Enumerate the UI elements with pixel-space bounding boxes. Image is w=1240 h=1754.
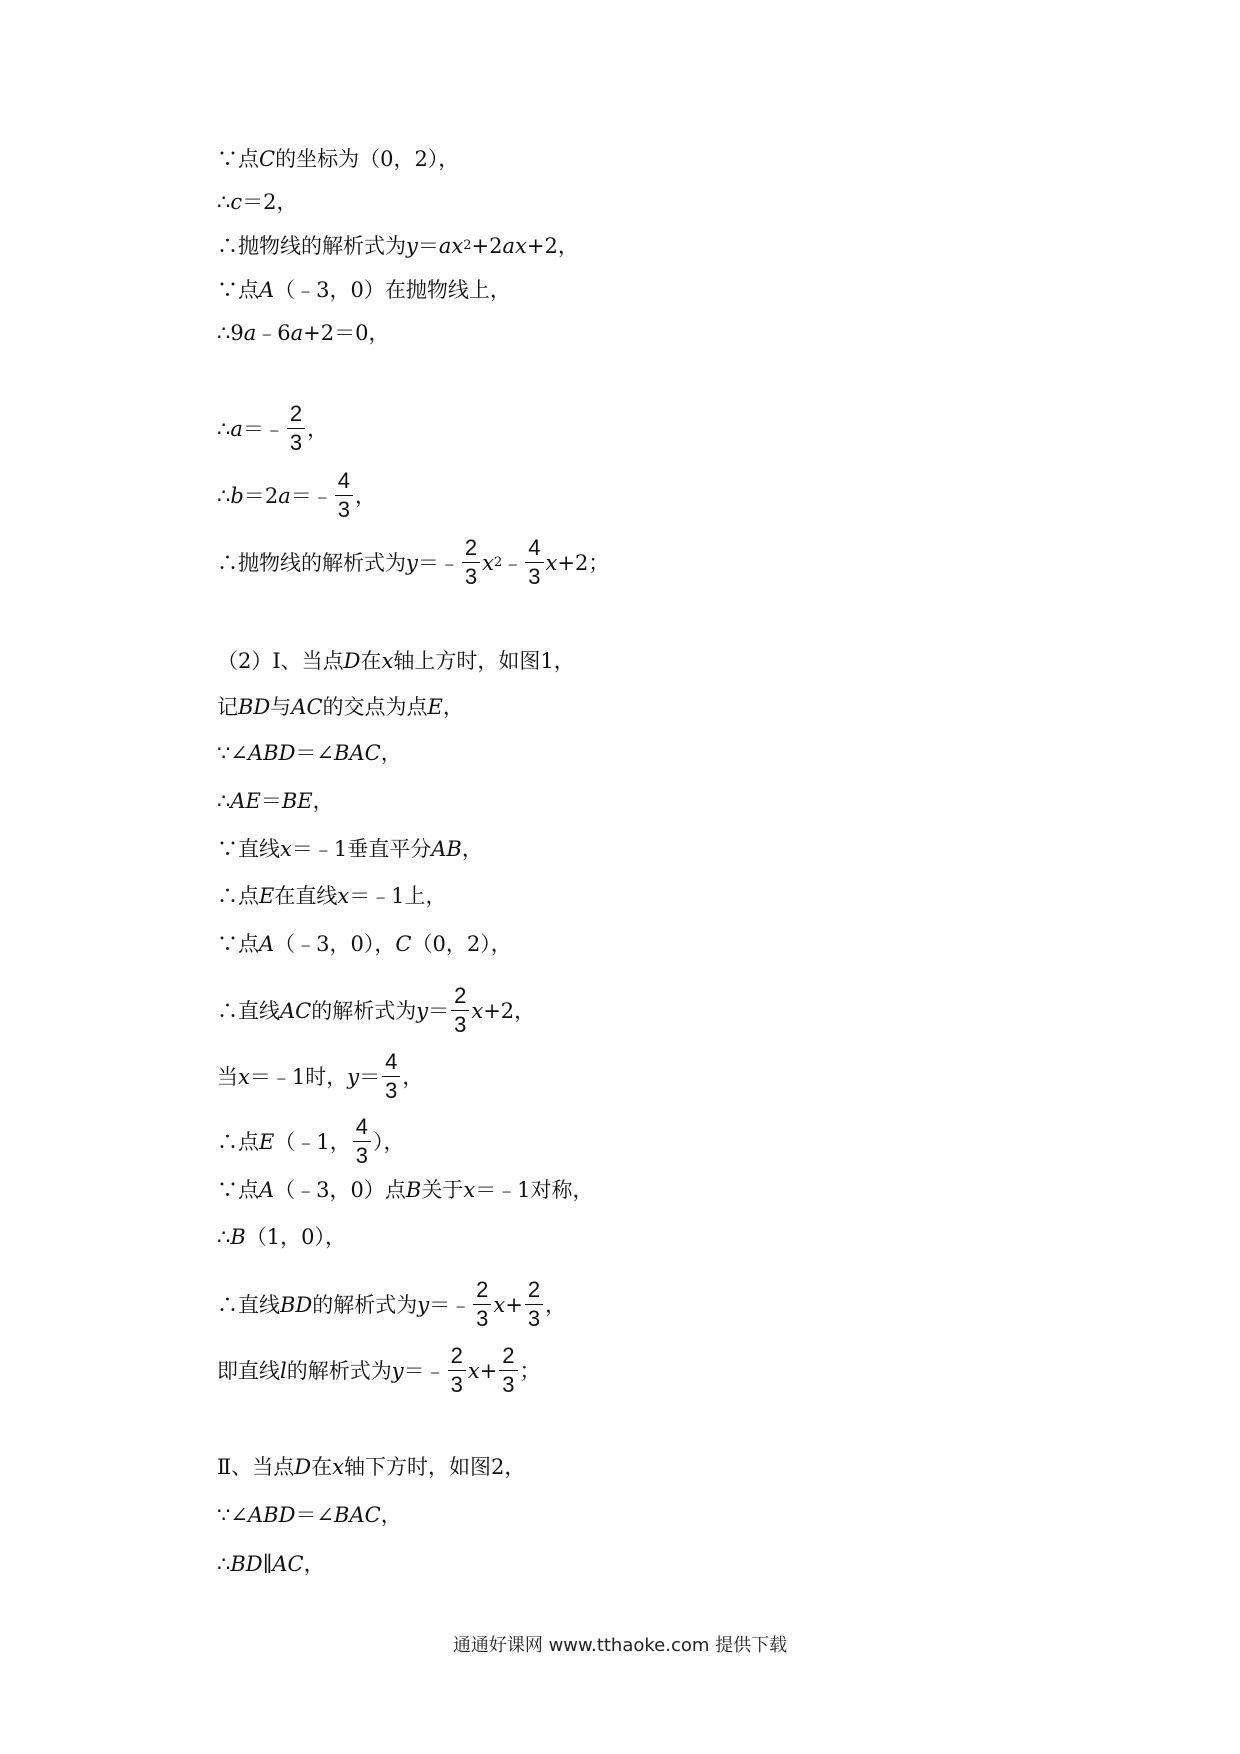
- solution-line-20: [217, 1222, 346, 1252]
- text: +: [479, 1358, 498, 1383]
- text: （1，0），: [245, 1225, 347, 1249]
- denominator: 3: [476, 1306, 489, 1331]
- text: ∵点: [217, 1178, 259, 1202]
- numerator: 2: [451, 984, 469, 1011]
- text: ，: [354, 483, 376, 508]
- text: ＝2: [243, 483, 279, 508]
- denominator: 3: [385, 1078, 398, 1103]
- math-var: b: [230, 483, 244, 508]
- solution-line-10: [217, 692, 464, 722]
- text: ＝﹣: [429, 1292, 472, 1317]
- text: 与: [270, 695, 292, 719]
- text: ＝: [428, 998, 450, 1023]
- math-var: x: [463, 1178, 476, 1202]
- math-var: A: [259, 1178, 275, 1202]
- math-var: x: [467, 1358, 480, 1383]
- text: ＝: [417, 234, 439, 258]
- solution-line-19: [217, 1175, 594, 1205]
- denominator: 3: [502, 1372, 515, 1397]
- fraction: [382, 1050, 400, 1103]
- math-var: D: [294, 1455, 312, 1479]
- text: 当: [217, 1064, 238, 1089]
- denominator: 3: [337, 497, 350, 522]
- math-var: a: [290, 321, 304, 345]
- solution-line-25: [217, 1549, 325, 1579]
- text: ∴: [217, 483, 231, 508]
- math-var: E: [259, 1129, 275, 1154]
- text: ∵直线: [217, 837, 280, 861]
- fraction: [525, 536, 543, 589]
- fraction: [499, 1344, 517, 1397]
- denominator: 3: [450, 1372, 463, 1397]
- text: 在: [360, 649, 382, 673]
- fraction: [335, 469, 353, 522]
- text: ∵点: [217, 932, 259, 956]
- math-var: BAC: [334, 741, 381, 765]
- math-var: c: [230, 190, 243, 214]
- solution-line-7: [217, 469, 376, 522]
- solution-line-13: [217, 834, 483, 864]
- math-var: x: [482, 550, 494, 575]
- math-var: C: [395, 932, 412, 956]
- text: ∵∠: [217, 1503, 248, 1527]
- numerator: 2: [499, 1344, 517, 1371]
- text: ＝∠: [295, 741, 335, 765]
- math-var: BD: [280, 1292, 313, 1317]
- text: ＝﹣: [403, 1358, 446, 1383]
- math-var: y: [416, 998, 429, 1023]
- math-var: y: [347, 1064, 360, 1089]
- text: ∴: [217, 190, 231, 214]
- text: ，: [545, 1292, 567, 1317]
- math-var: C: [259, 147, 276, 171]
- text: ，: [303, 1552, 325, 1576]
- text: ，: [461, 837, 483, 861]
- denominator: 3: [528, 564, 541, 589]
- math-var: y: [406, 550, 418, 575]
- text: ∥: [262, 1552, 273, 1576]
- text: ＝∠: [295, 1503, 335, 1527]
- math-var: AC: [280, 998, 312, 1023]
- text: +2: [471, 234, 503, 258]
- math-var: y: [391, 1358, 404, 1383]
- text: ），: [372, 1129, 405, 1154]
- text: （0，2），: [411, 932, 512, 956]
- text: ∴点: [217, 884, 259, 908]
- denominator: 3: [454, 1012, 467, 1037]
- text: （2）Ⅰ、当点: [217, 649, 344, 673]
- text: ；: [519, 1358, 541, 1383]
- math-var: x: [280, 837, 292, 861]
- math-var: l: [280, 1358, 287, 1383]
- numerator: 4: [525, 536, 543, 563]
- math-var: E: [427, 695, 443, 719]
- text: ﹣: [502, 550, 524, 575]
- solution-line-1: [217, 144, 459, 174]
- math-var: AB: [431, 837, 462, 861]
- solution-line-24: [217, 1500, 402, 1530]
- text: ∴: [217, 1552, 231, 1576]
- text: +2；: [557, 550, 610, 575]
- text: ＝﹣1上，: [349, 884, 447, 908]
- text: ，: [380, 1503, 402, 1527]
- numerator: 2: [462, 536, 480, 563]
- text: ＝: [359, 1064, 381, 1089]
- text: （﹣1，: [274, 1129, 351, 1154]
- text: 的交点为点: [322, 695, 428, 719]
- math-var: y: [417, 1292, 430, 1317]
- solution-line-22: [217, 1344, 541, 1397]
- math-var: x: [493, 1292, 506, 1317]
- text: ＝﹣: [290, 483, 333, 508]
- math-var: a: [230, 416, 243, 441]
- math-var: ABD: [247, 741, 296, 765]
- solution-line-5: [217, 318, 390, 348]
- text: ＝﹣1对称，: [475, 1178, 594, 1202]
- numerator: 2: [448, 1344, 466, 1371]
- solution-line-21: [217, 1278, 566, 1331]
- text: 在: [311, 1455, 333, 1479]
- numerator: 4: [353, 1115, 371, 1142]
- math-var: BD: [238, 695, 271, 719]
- text: ，: [402, 1064, 424, 1089]
- text: ∴9: [217, 321, 244, 345]
- numerator: 2: [287, 402, 305, 429]
- math-var: a: [278, 483, 291, 508]
- fraction: [287, 402, 305, 455]
- text: ∴: [217, 416, 231, 441]
- solution-line-14: [217, 881, 447, 911]
- solution-line-16: [217, 984, 535, 1037]
- text: ∴: [217, 789, 231, 813]
- solution-line-15: [217, 929, 512, 959]
- text: 记: [217, 695, 238, 719]
- text: 即直线: [217, 1358, 280, 1383]
- text: 的解析式为: [311, 998, 417, 1023]
- text: ﹣6: [256, 321, 291, 345]
- text: +2，: [526, 234, 579, 258]
- math-var: ABD: [247, 1503, 296, 1527]
- fraction: [448, 1344, 466, 1397]
- math-var: x: [332, 1455, 344, 1479]
- text: （﹣3，0）点: [274, 1178, 406, 1202]
- solution-line-2: [217, 187, 298, 217]
- text: ∴直线: [217, 998, 280, 1023]
- text: （﹣3，0）在抛物线上，: [274, 278, 511, 302]
- text: 关于: [421, 1178, 464, 1202]
- math-var: AE: [230, 789, 261, 813]
- math-var: ax: [438, 234, 464, 258]
- text: ∴: [217, 1225, 231, 1249]
- solution-line-4: [217, 275, 511, 305]
- text: Ⅱ、当点: [217, 1455, 295, 1479]
- math-var: x: [471, 998, 484, 1023]
- math-var: y: [406, 234, 418, 258]
- math-var: E: [259, 884, 275, 908]
- text: +: [505, 1292, 523, 1317]
- text: ∴抛物线的解析式为: [217, 234, 406, 258]
- text: 轴上方时，如图1，: [393, 649, 575, 673]
- text: ＝2，: [242, 190, 298, 214]
- math-var: x: [238, 1064, 250, 1089]
- text: ∴直线: [217, 1292, 280, 1317]
- text: ，: [307, 416, 329, 441]
- solution-line-12: [217, 786, 334, 816]
- numerator: 2: [525, 1278, 543, 1305]
- solution-line-23: [217, 1452, 525, 1482]
- denominator: 3: [464, 564, 478, 589]
- text: ＝﹣: [417, 550, 460, 575]
- math-var: x: [337, 884, 350, 908]
- text: 的解析式为: [312, 1292, 418, 1317]
- numerator: 2: [473, 1278, 491, 1305]
- solution-line-11: [217, 738, 402, 768]
- math-var: B: [230, 1225, 246, 1249]
- fraction: [462, 536, 480, 589]
- solution-line-8: ∴抛物线的解析式为 y ＝﹣ $\frac{2}{3}$ x 2 ﹣ $\frac{4}{3}$ x +2；: [217, 535, 610, 589]
- solution-line-3: ∴抛物线的解析式为 y ＝ ax 2 +2 ax +2，: [217, 231, 579, 261]
- math-var: x: [381, 649, 394, 673]
- math-var: ax: [502, 234, 527, 258]
- text: ＝﹣1时，: [249, 1064, 348, 1089]
- text: ＝﹣1垂直平分: [291, 837, 432, 861]
- math-var: x: [545, 550, 558, 575]
- math-var: a: [243, 321, 257, 345]
- math-var: AC: [291, 695, 323, 719]
- text: +2，: [483, 998, 536, 1023]
- text: ＝﹣: [242, 416, 285, 441]
- text: ∴抛物线的解析式为: [217, 550, 406, 575]
- solution-line-6: [217, 402, 328, 455]
- solution-line-18: [217, 1115, 404, 1168]
- text: ，: [380, 741, 402, 765]
- fraction: [473, 1278, 491, 1331]
- solution-line-9: [217, 646, 575, 676]
- math-var: D: [343, 649, 361, 673]
- text: ，: [312, 789, 334, 813]
- fraction: [525, 1278, 543, 1331]
- math-var: BE: [281, 789, 313, 813]
- text: 的坐标为（0，2），: [275, 147, 460, 171]
- page-footer: 通通好课网 www.tthaoke.com 提供下载: [452, 1635, 788, 1656]
- math-var: AC: [272, 1552, 304, 1576]
- fraction: [451, 984, 469, 1037]
- text: ∴点: [217, 1129, 259, 1154]
- solution-line-17: [217, 1050, 423, 1103]
- text: （﹣3，0），: [274, 932, 396, 956]
- math-var: A: [259, 932, 275, 956]
- numerator: 4: [335, 469, 353, 496]
- denominator: 3: [527, 1306, 541, 1331]
- text: +2＝0，: [303, 321, 390, 345]
- numerator: 4: [382, 1050, 400, 1077]
- text: ＝: [260, 789, 282, 813]
- text: ∵∠: [217, 741, 248, 765]
- text: ∵点: [217, 147, 259, 171]
- denominator: 3: [289, 430, 303, 455]
- math-var: BD: [230, 1552, 263, 1576]
- text: 的解析式为: [286, 1358, 392, 1383]
- text: 在直线: [274, 884, 338, 908]
- math-var: B: [405, 1178, 422, 1202]
- denominator: 3: [355, 1143, 368, 1168]
- text: ，: [442, 695, 464, 719]
- math-var: BAC: [334, 1503, 381, 1527]
- math-var: A: [259, 278, 275, 302]
- text: 轴下方时，如图2，: [343, 1455, 526, 1479]
- fraction: [353, 1115, 371, 1168]
- text: ∵点: [217, 278, 259, 302]
